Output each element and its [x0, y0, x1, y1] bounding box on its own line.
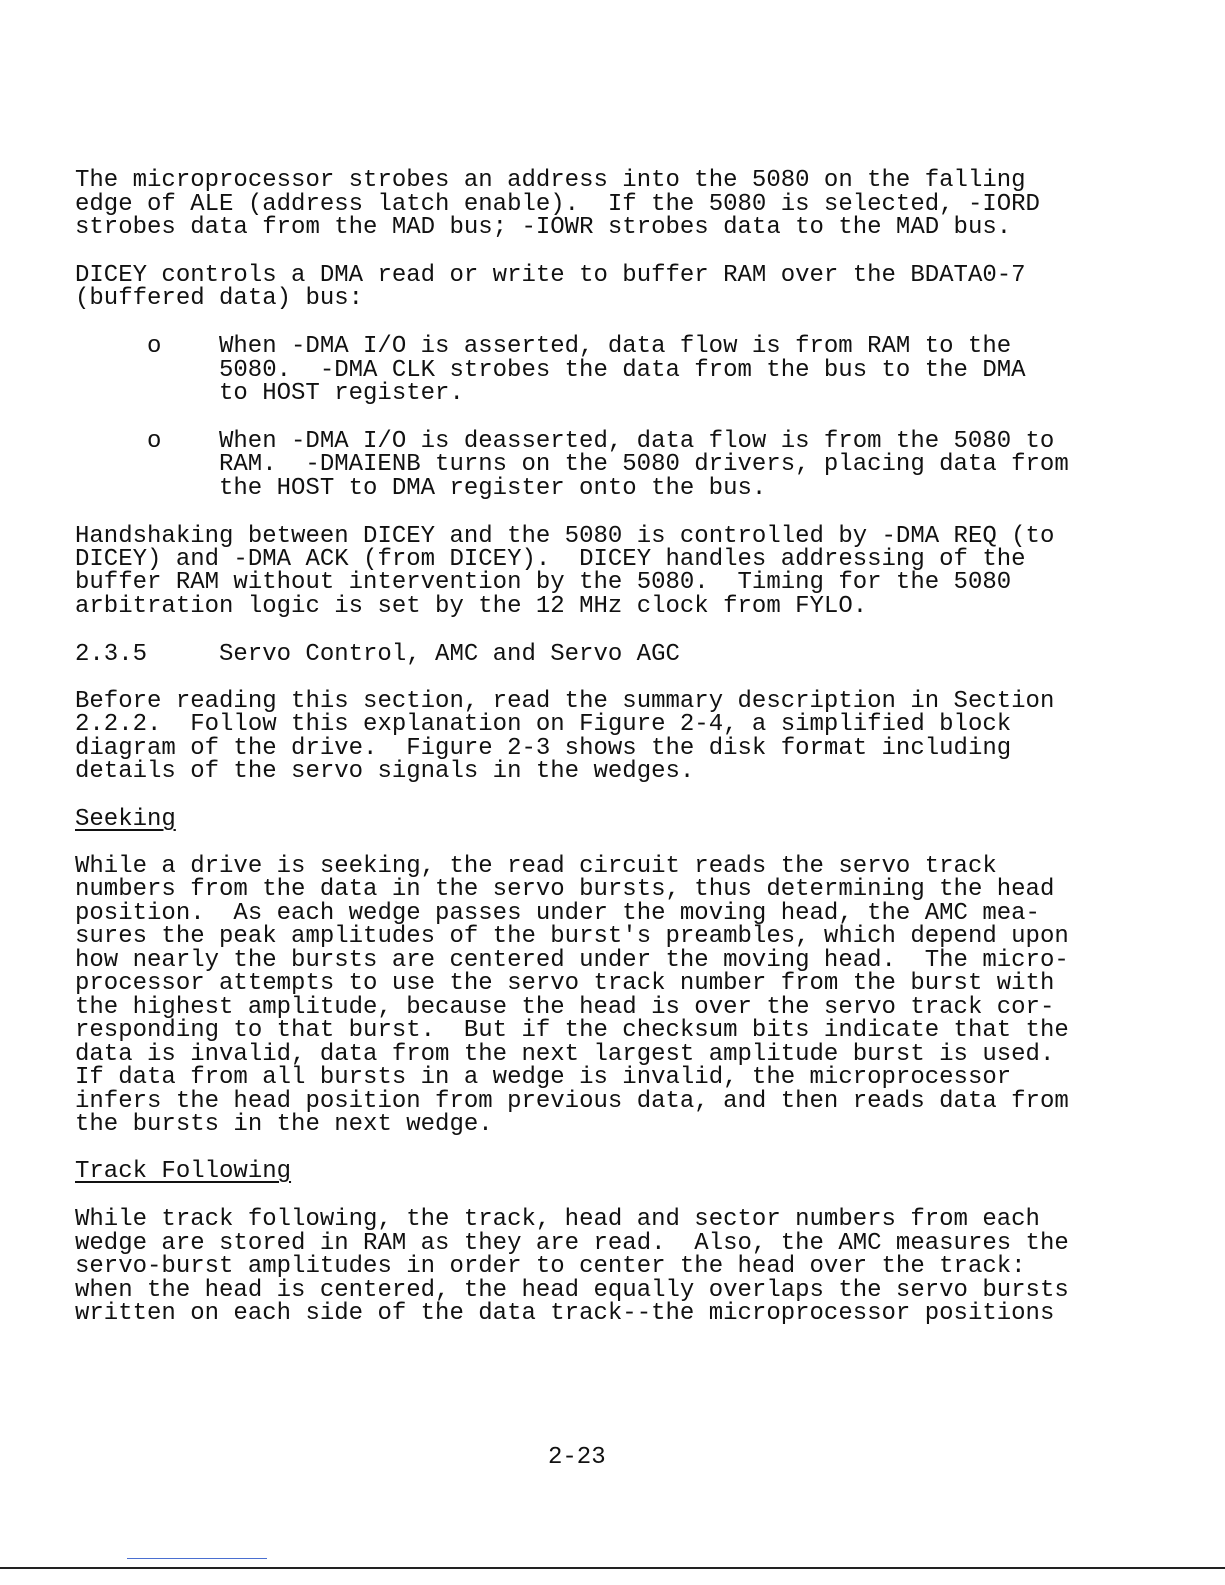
- text-line: RAM. -DMAIENB turns on the 5080 drivers, placing data from: [219, 451, 1069, 478]
- text-line: the bursts in the next wedge.: [75, 1111, 493, 1138]
- text-line: the HOST to DMA register onto the bus.: [219, 475, 767, 502]
- text-line: position. As each wedge passes under the moving head, the AMC mea-: [75, 900, 1040, 927]
- text-line: Handshaking between DICEY and the 5080 is controlled by -DMA REQ (to: [75, 523, 1055, 550]
- text-line: wedge are stored in RAM as they are read. Also, the AMC measures the: [75, 1230, 1069, 1257]
- text-line: when the head is centered, the head equally overlaps the servo bursts: [75, 1277, 1069, 1304]
- text-line: servo-burst amplitudes in order to center the head over the track:: [75, 1253, 1026, 1280]
- text-line: edge of ALE (address latch enable). If the 5080 is selected, -IORD: [75, 191, 1040, 218]
- text-line: written on each side of the data track--the microprocessor positions: [75, 1300, 1055, 1327]
- text-line: the highest amplitude, because the head is over the servo track cor-: [75, 994, 1055, 1021]
- text-line: processor attempts to use the servo track number from the burst with: [75, 970, 1055, 997]
- text-line: The microprocessor strobes an address into the 5080 on the falling: [75, 167, 1026, 194]
- text-line: Before reading this section, read the summary description in Section: [75, 688, 1055, 715]
- text-line: sures the peak amplitudes of the burst's preambles, which depend upon: [75, 923, 1069, 950]
- text-line: When -DMA I/O is deasserted, data flow is from the 5080 to: [219, 428, 1055, 455]
- text-line: data is invalid, data from the next largest amplitude burst is used.: [75, 1041, 1055, 1068]
- section-number: 2.3.5: [75, 641, 148, 668]
- text-line: to HOST register.: [219, 380, 464, 407]
- text-line: When -DMA I/O is asserted, data flow is from RAM to the: [219, 333, 1012, 360]
- text-line: infers the head position from previous data, and then reads data from: [75, 1088, 1069, 1115]
- bullet-marker: o: [147, 333, 162, 360]
- text-line: (buffered data) bus:: [75, 285, 364, 312]
- text-line: 5080. -DMA CLK strobes the data from the bus to the DMA: [219, 357, 1026, 384]
- subheading-seeking: Seeking: [75, 806, 176, 833]
- text-line: responding to that burst. But if the checksum bits indicate that the: [75, 1017, 1069, 1044]
- text-line: arbitration logic is set by the 12 MHz clock from FYLO.: [75, 593, 868, 620]
- text-line: While track following, the track, head and sector numbers from each: [75, 1206, 1040, 1233]
- text-line: If data from all bursts in a wedge is invalid, the microprocessor: [75, 1064, 1012, 1091]
- text-line: how nearly the bursts are centered under the moving head. The micro-: [75, 947, 1069, 974]
- page-number: 2-23: [548, 1444, 606, 1471]
- page-bottom-edge: [0, 1567, 1225, 1569]
- subheading-track-following: Track Following: [75, 1158, 292, 1185]
- text-line: 2.2.2. Follow this explanation on Figure 2-4, a simplified block: [75, 711, 1012, 738]
- section-title: Servo Control, AMC and Servo AGC: [219, 641, 680, 668]
- text-line: details of the servo signals in the wedges.: [75, 758, 695, 785]
- text-line: diagram of the drive. Figure 2-3 shows the disk format including: [75, 735, 1012, 762]
- text-line: DICEY) and -DMA ACK (from DICEY). DICEY handles addressing of the: [75, 546, 1026, 573]
- text-line: While a drive is seeking, the read circuit reads the servo track: [75, 853, 997, 880]
- bullet-marker: o: [147, 428, 162, 455]
- scan-artifact-line: [127, 1558, 267, 1559]
- text-line: buffer RAM without intervention by the 5080. Timing for the 5080: [75, 569, 1012, 596]
- text-line: strobes data from the MAD bus; -IOWR strobes data to the MAD bus.: [75, 214, 1012, 241]
- text-line: DICEY controls a DMA read or write to buffer RAM over the BDATA0-7: [75, 262, 1026, 289]
- text-line: numbers from the data in the servo bursts, thus determining the head: [75, 876, 1055, 903]
